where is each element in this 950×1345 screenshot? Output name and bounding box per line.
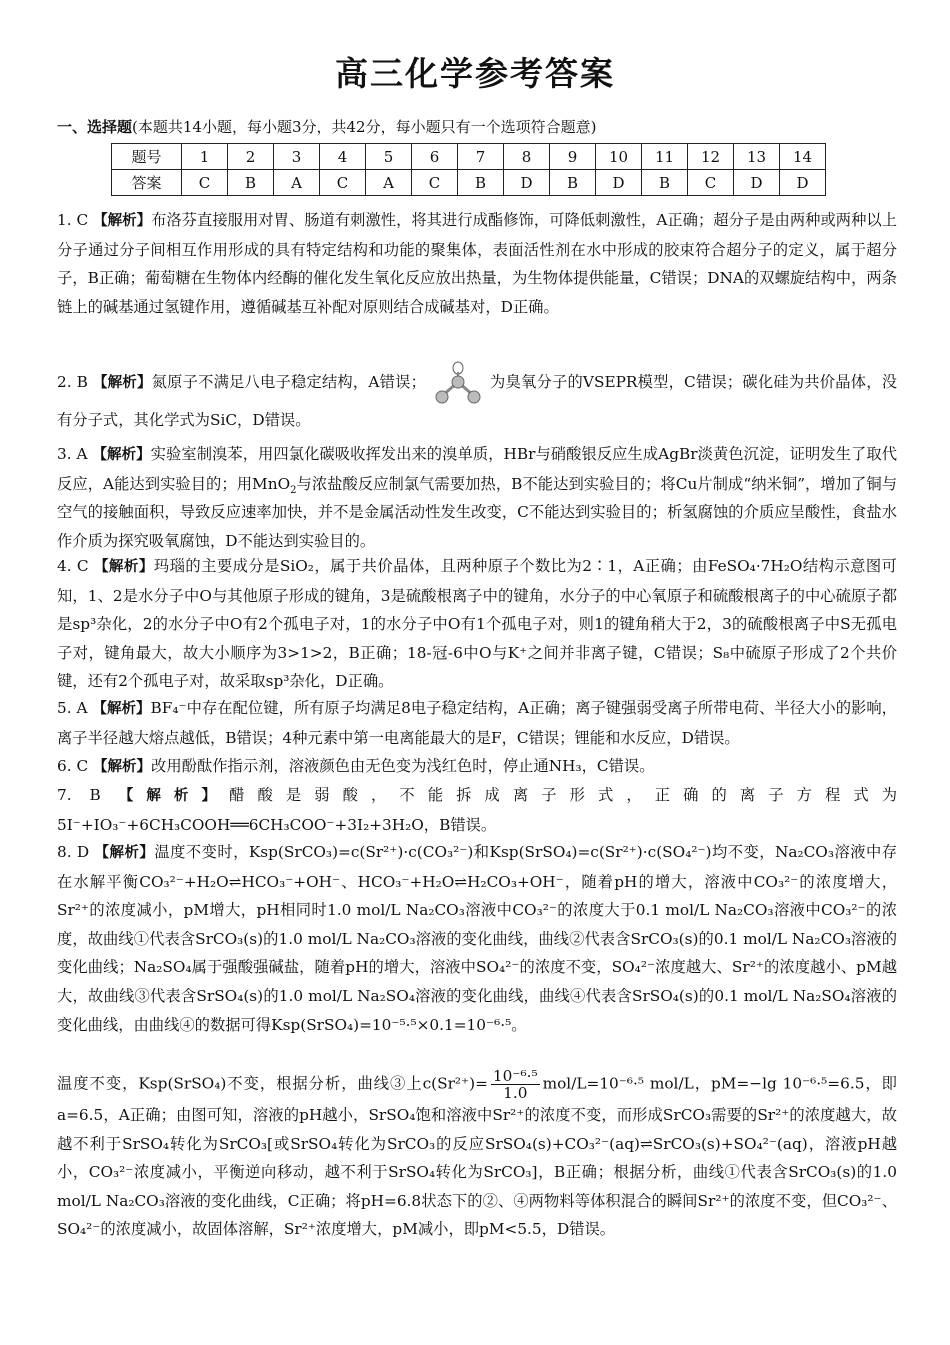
explanation-text: 醋酸是弱酸，不能拆成离子形式，正确的离子方程式为5I⁻+IO₃⁻+6CH₃COOH══6CH₃COO⁻+3I₂+3H₂O，B错误。 [57, 786, 897, 834]
fraction-denominator: 1.0 [503, 1084, 528, 1102]
question-number: 2. B [57, 373, 88, 391]
explanation-text: 改用酚酞作指示剂，溶液颜色由无色变为浅红色时，停止通NH₃，C错误。 [151, 757, 655, 775]
table-cell-number: 6 [412, 144, 458, 170]
table-cell-number: 2 [228, 144, 274, 170]
ozone-vsepr-model-icon [432, 360, 484, 406]
explanation-4 [57, 552, 897, 696]
fraction-numerator: 10⁻⁶·⁵ [492, 1067, 538, 1085]
explanation-2 [57, 360, 897, 435]
table-cell-answer: D [780, 170, 826, 196]
explanation-text: 玛瑙的主要成分是SiO₂，属于共价晶体，且两种原子个数比为2∶1，A正确；由FeSO₄·7H₂O结构示意图可知，1、2是水分子中O与其他原子形成的键角，3是硫酸根离子中的键角，水分子的中心氧原子和硫酸根离子的中心硫原子都是sp³杂化，2的水分子中O有2个孤电子对，1的水分子中O有1个孤电子对，则1的键角稍大于2，3的硫酸根离子中S无孤电子对，键角最大，故大小顺序为3>1>2，B正确；18-冠-6中O与K⁺之间并非离子键，C错误；S₈中硫原子形成了2个共价键，还有2个孤电子对，故采取sp³杂化，D正确。 [57, 557, 897, 691]
table-cell-answer: B [458, 170, 504, 196]
question-number: 8. D [57, 843, 90, 861]
table-cell-number: 9 [550, 144, 596, 170]
explanation-text-cont: 为臭氧分子的VSEPR模型，C错误；碳化硅为共价晶体，没有分子式，其化学式为SiC，D错误。 [57, 373, 897, 429]
table-cell-answer: C [412, 170, 458, 196]
analysis-tag: 【解析】 [92, 447, 151, 463]
table-cell-number: 10 [596, 144, 642, 170]
explanation-6 [57, 752, 897, 782]
table-cell-answer: A [274, 170, 320, 196]
explanation-text-cont: 与浓盐酸反应制氯气需要加热，B不能达到实验目的；将Cu片制成“纳米铜”，增加了铜与空气的接触面积，导致反应速率加快，并不是金属活动性发生改变，C不能达到实验目的；析氢腐蚀的介质应呈酸性，食盐水作介质为探究吸氧腐蚀，D不能达到实验目的。 [57, 474, 897, 550]
explanation-5 [57, 694, 897, 752]
table-row-answers [112, 170, 826, 196]
table-cell-number: 13 [734, 144, 780, 170]
table-cell-number: 7 [458, 144, 504, 170]
analysis-tag: 【解析】 [92, 375, 152, 391]
analysis-tag: 【解析】 [93, 213, 152, 229]
table-cell-number: 3 [274, 144, 320, 170]
table-cell-number: 12 [688, 144, 734, 170]
question-number: 4. C [57, 557, 89, 575]
table-cell-answer: B [550, 170, 596, 196]
table-cell-answer: C [182, 170, 228, 196]
explanation-8-continued [57, 1068, 897, 1244]
table-cell-number: 4 [320, 144, 366, 170]
analysis-tag: 【解析】 [93, 759, 152, 775]
table-cell-number: 5 [366, 144, 412, 170]
explanation-8 [57, 838, 897, 1039]
table-cell-answer: D [504, 170, 550, 196]
explanation-text: 温度不变，Ksp(SrSO₄)不变，根据分析，曲线③上c(Sr²⁺)= [57, 1074, 488, 1093]
table-header-number: 题号 [112, 144, 182, 170]
table-cell-answer: C [688, 170, 734, 196]
question-number: 5. A [57, 699, 88, 717]
table-cell-answer: B [228, 170, 274, 196]
explanation-text: 布洛芬直接服用对胃、肠道有刺激性，将其进行成酯修饰，可降低刺激性，A正确；超分子是由两种或两种以上分子通过分子间相互作用形成的具有特定结构和功能的聚集体，表面活性剂在水中形成的胶束符合超分子的定义，属于超分子，B正确；葡萄糖在生物体内经酶的催化发生氧化反应放出热量，为生物体提供能量，C错误；DNA的双螺旋结构中，两条链上的碱基通过氢键作用，遵循碱基互补配对原则结合成碱基对，D正确。 [57, 211, 897, 316]
fraction [491, 1068, 540, 1101]
analysis-tag: 【解析】 [94, 845, 155, 861]
question-number: 6. C [57, 757, 89, 775]
analysis-tag: 【解析】 [92, 701, 151, 717]
table-cell-answer: C [320, 170, 366, 196]
section-note: (本题共14小题，每小题3分，共42分，每小题只有一个选项符合题意) [132, 118, 597, 136]
question-number: 7. B [57, 786, 101, 804]
explanation-1 [57, 206, 897, 321]
page-title: 高三化学参考答案 [335, 54, 615, 93]
table-header-answer: 答案 [112, 170, 182, 196]
table-cell-number: 1 [182, 144, 228, 170]
table-cell-answer: B [642, 170, 688, 196]
analysis-tag: 【解析】 [93, 559, 154, 575]
explanation-text-cont: mol/L=10⁻⁶·⁵ mol/L，pM=−lg 10⁻⁶·⁵=6.5，即a=6.5，A正确；由图可知，溶液的pH越小，SrSO₄饱和溶液中Sr²⁺的浓度不变，而形成SrCO₃需要的Sr²⁺的浓度越大，故越不利于SrSO₄转化为SrCO₃[或SrSO₄转化为SrCO₃的反应SrSO₄(s)+CO₃²⁻(aq)⇌SrCO₃(s)+SO₄²⁻(aq)，溶液pH越小，CO₃²⁻浓度减小，平衡逆向移动，越不利于SrSO₄转化为SrCO₃]，B正确；根据分析，曲线①代表含SrCO₃(s)的1.0 mol/L Na₂CO₃溶液的变化曲线，C正确；将pH=6.8状态下的②、④两物料等体积混合的瞬间Sr²⁺的浓度不变，但CO₃²⁻、SO₄²⁻的浓度减小，故固体溶解，Sr²⁺浓度增大，pM减小，即pM<5.5，D错误。 [57, 1074, 897, 1239]
explanation-3: 3. A 【解析】实验室制溴苯，用四氯化碳吸收挥发出来的溴单质，HBr与硝酸银反应生成AgBr淡黄色沉淀，证明发生了取代反应，A能达到实验目的；用MnO$_2$与浓盐酸反应制氯气需要加热，B不能达到实验目的；将Cu片制成“纳米铜”，增加了铜与空气的接触面积，导致反应速率加快，并不是金属活动性发生改变，C不能达到实验目的；析氢腐蚀的介质应呈酸性，食盐水作介质为探究吸氧腐蚀，D不能达到实验目的。 [57, 445, 898, 550]
table-cell-number: 11 [642, 144, 688, 170]
explanation-7 [57, 781, 897, 839]
explanation-text: 氮原子不满足八电子稳定结构，A错误； [151, 373, 426, 391]
table-cell-number: 14 [780, 144, 826, 170]
table-cell-answer: A [366, 170, 412, 196]
question-number: 3. A [57, 445, 88, 463]
answer-table [111, 143, 826, 196]
explanation-text: 温度不变时，Ksp(SrCO₃)=c(Sr²⁺)·c(CO₃²⁻)和Ksp(SrSO₄)=c(Sr²⁺)·c(SO₄²⁻)均不变，Na₂CO₃溶液中存在水解平衡CO₃²⁻+H₂O⇌HCO₃⁻+OH⁻、HCO₃⁻+H₂O⇌H₂CO₃+OH⁻，随着pH的增大，溶液中CO₃²⁻的浓度增大，Sr²⁺的浓度减小，pM增大，pH相同时1.0 mol/L Na₂CO₃溶液中CO₃²⁻的浓度大于0.1 mol/L Na₂CO₃溶液中CO₃²⁻的浓度，故曲线①代表含SrCO₃(s)的1.0 mol/L Na₂CO₃溶液的变化曲线，曲线②代表含SrCO₃(s)的0.1 mol/L Na₂CO₃溶液的变化曲线；Na₂SO₄属于强酸强碱盐，随着pH的增大，溶液中SO₄²⁻的浓度不变，SO₄²⁻浓度越大、Sr²⁺的浓度越小、pM越大，故曲线③代表含SrSO₄(s)的1.0 mol/L Na₂SO₄溶液的变化曲线，曲线④代表含SrSO₄(s)的0.1 mol/L Na₂SO₄溶液的变化曲线，由曲线④的数据可得Ksp(SrSO₄)=10⁻⁵·⁵×0.1=10⁻⁶·⁵。 [57, 843, 897, 1034]
question-number: 1. C [57, 211, 89, 229]
table-cell-answer: D [596, 170, 642, 196]
section-heading [57, 116, 596, 137]
explanation-text: BF₄⁻中存在配位键，所有原子均满足8电子稳定结构，A正确；离子键强弱受离子所带电荷、半径大小的影响，离子半径越大熔点越低，B错误；4种元素中第一电离能最大的是F，C错误；锂能和水反应，D错误。 [57, 699, 897, 747]
table-cell-number: 8 [504, 144, 550, 170]
section-label: 一、选择题 [57, 118, 133, 136]
table-row-numbers [112, 144, 826, 170]
explanation-text: 实验室制溴苯，用四氯化碳吸收挥发出来的溴单质，HBr与硝酸银反应生成AgBr淡黄色沉淀，证明发生了取代反应，A能达到实验目的；用MnO [57, 445, 898, 493]
table-cell-answer: D [734, 170, 780, 196]
analysis-tag: 【解析】 [118, 788, 230, 804]
